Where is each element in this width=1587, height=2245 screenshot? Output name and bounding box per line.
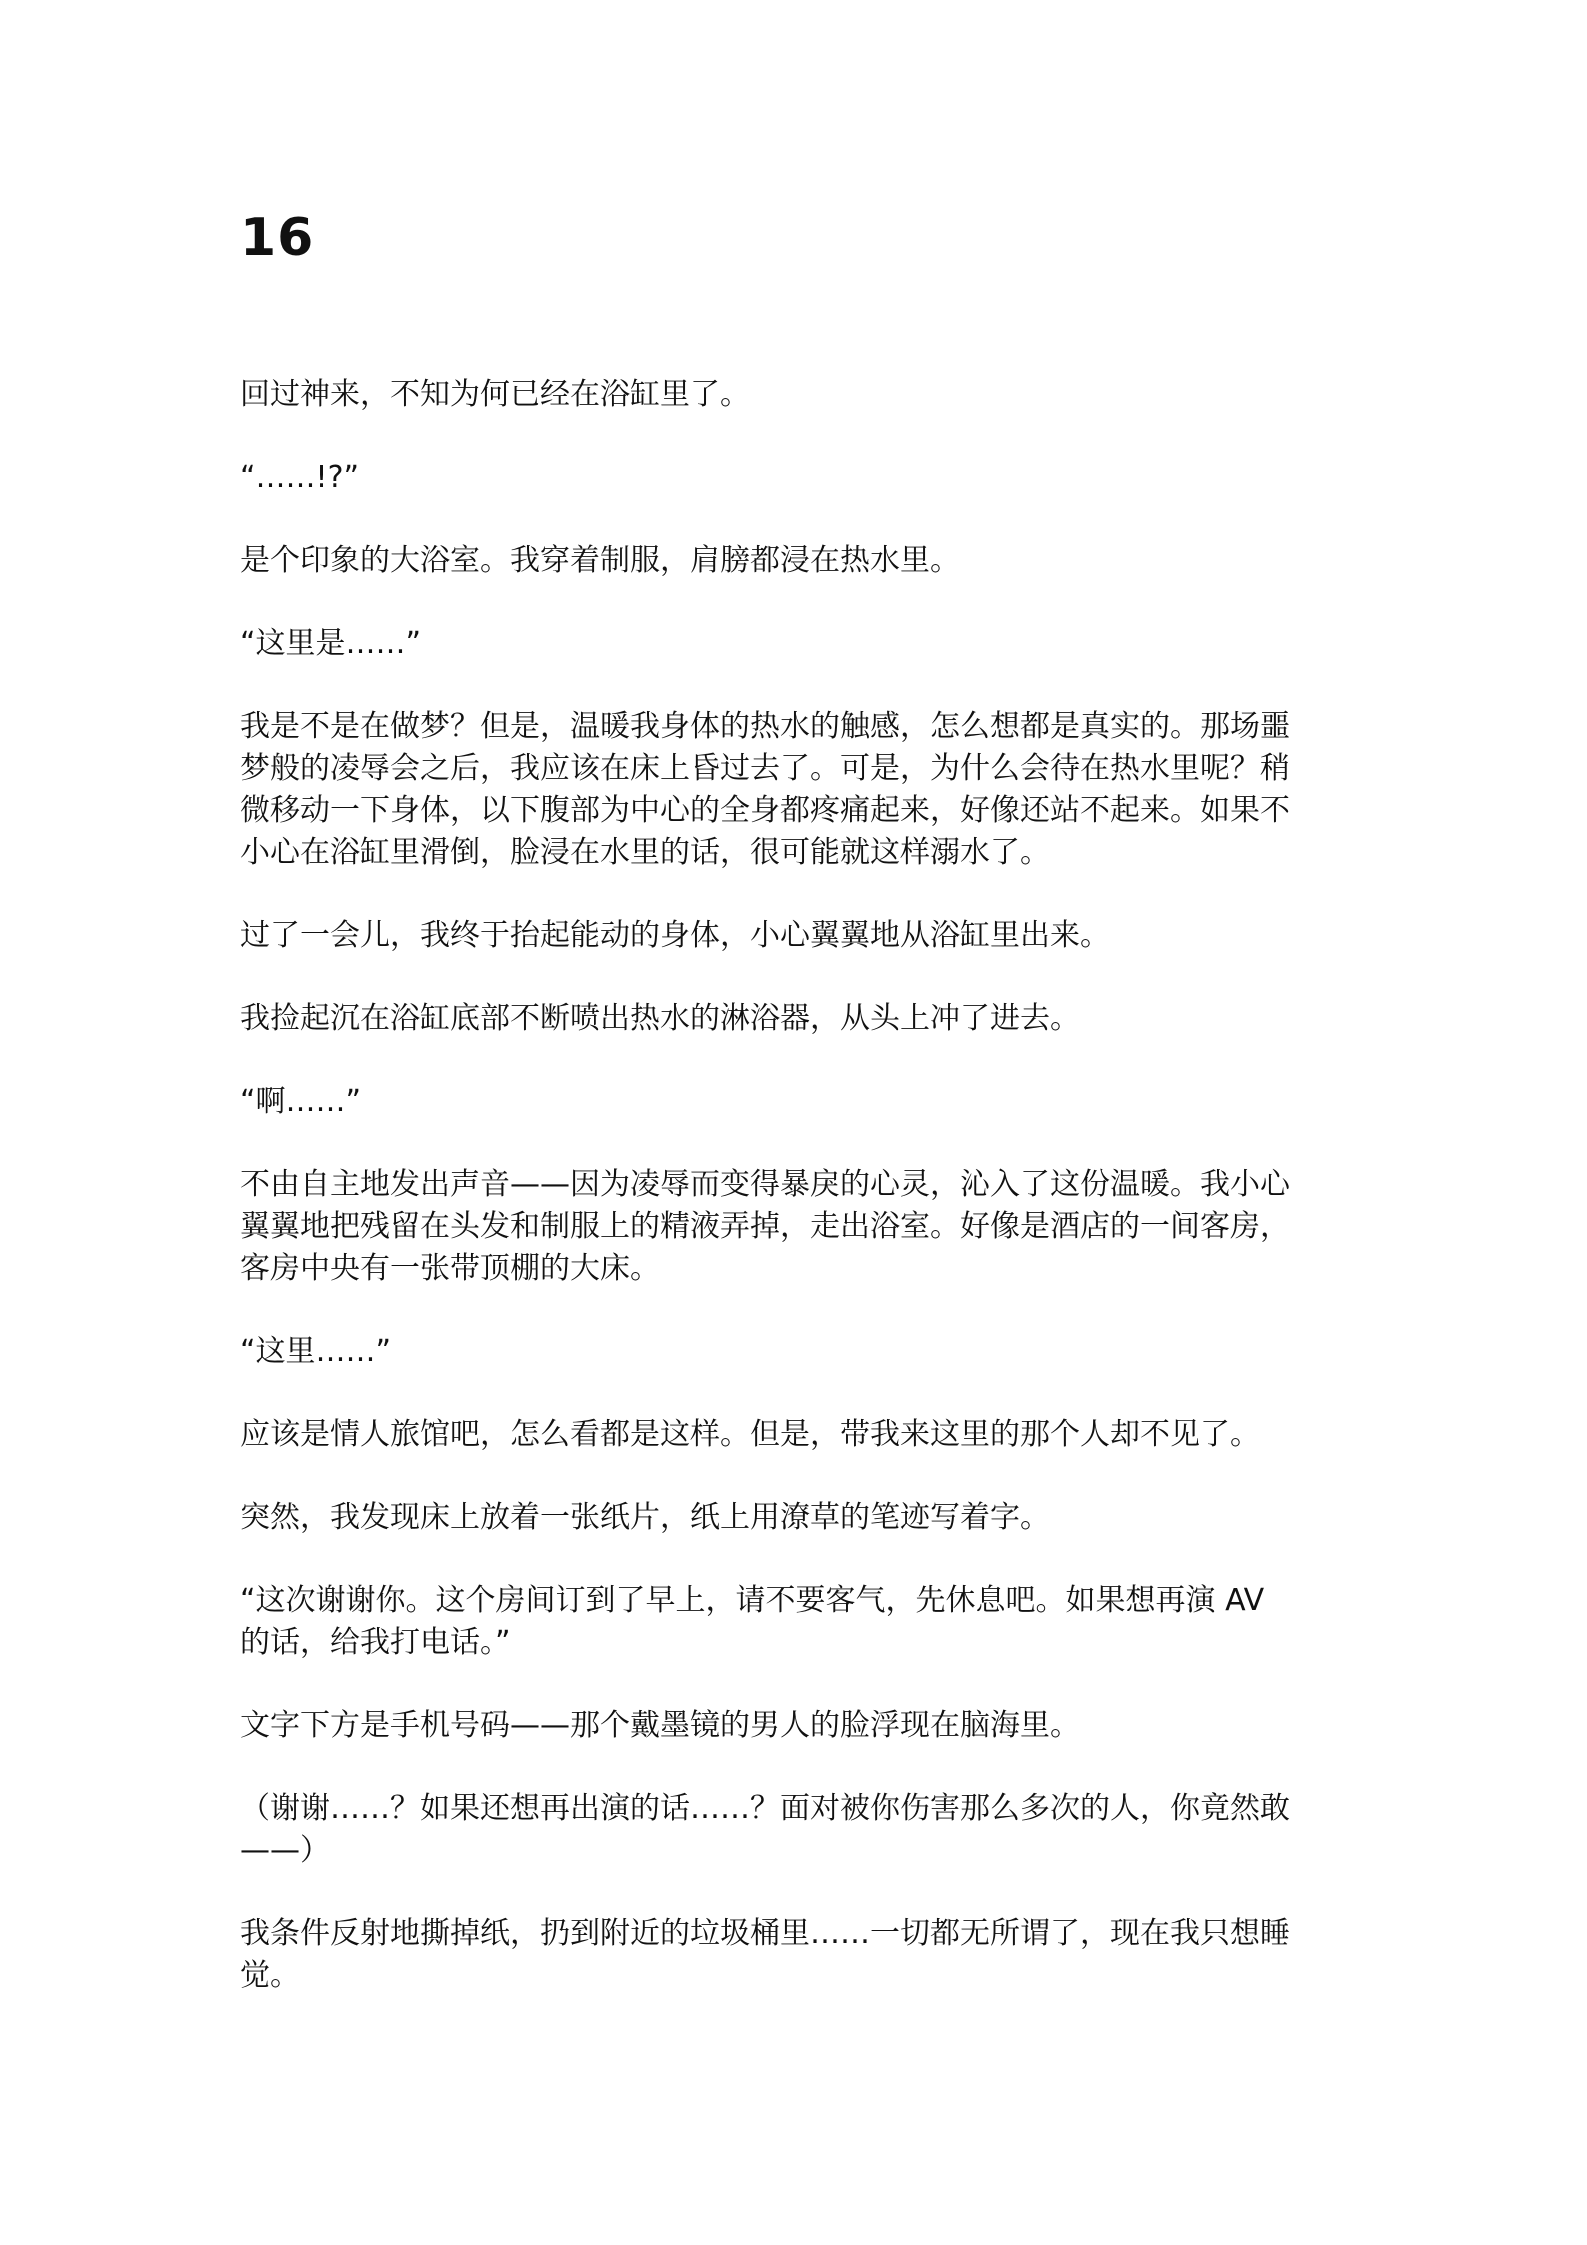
paragraph: 文字下方是手机号码——那个戴墨镜的男人的脸浮现在脑海里。: [240, 1708, 1080, 1743]
paragraph: “这次谢谢你。这个房间订到了早上，请不要客气，先休息吧。如果想再演 AV 的话，给我打电话。”: [240, 1583, 1265, 1660]
chapter-title: 16: [240, 208, 315, 268]
chapter-body: [240, 374, 1360, 2038]
paragraph: 应该是情人旅馆吧，怎么看都是这样。但是，带我来这里的那个人却不见了。: [240, 1417, 1260, 1452]
paragraph: “……!?”: [240, 460, 360, 495]
paragraph: 我是不是在做梦？但是，温暖我身体的热水的触感，怎么想都是真实的。那场噩 梦般的凌辱会之后，我应该在床上昏过去了。可是，为什么会待在热水里呢？稍 微移动一下身体，以下腹部为中心的全身都疼痛起来，好像还站不起来。如果不 小心在浴缸里滑倒，脸浸在水里的话，很可能就这样溺水了。: [240, 709, 1290, 870]
paragraph: 我捡起沉在浴缸底部不断喷出热水的淋浴器，从头上冲了进去。: [240, 1001, 1080, 1036]
paragraph: 过了一会儿，我终于抬起能动的身体，小心翼翼地从浴缸里出来。: [240, 918, 1110, 953]
paragraph: 回过神来，不知为何已经在浴缸里了。: [240, 377, 750, 412]
paragraph: “这里……”: [240, 1334, 392, 1369]
paragraph: 不由自主地发出声音——因为凌辱而变得暴戾的心灵，沁入了这份温暖。我小心 翼翼地把残留在头发和制服上的精液弄掉，走出浴室。好像是酒店的一间客房， 客房中央有一张带顶棚的大床。: [240, 1167, 1290, 1286]
paragraph: “啊……”: [240, 1084, 362, 1119]
paragraph: “这里是……”: [240, 626, 422, 661]
paragraph: 是个印象的大浴室。我穿着制服，肩膀都浸在热水里。: [240, 543, 960, 578]
paragraph: （谢谢……？如果还想再出演的话……？面对被你伤害那么多次的人，你竟然敢 ——）: [240, 1791, 1290, 1868]
paragraph: 我条件反射地撕掉纸，扔到附近的垃圾桶里……一切都无所谓了，现在我只想睡 觉。: [240, 1916, 1290, 1993]
paragraph: 突然，我发现床上放着一张纸片，纸上用潦草的笔迹写着字。: [240, 1500, 1050, 1535]
